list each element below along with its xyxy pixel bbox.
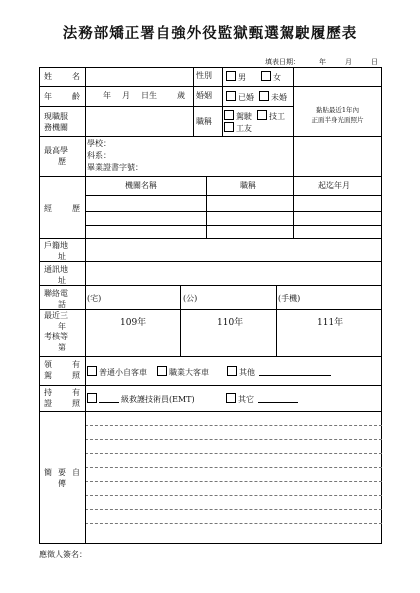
gender-male-checkbox[interactable]: 男: [226, 71, 246, 83]
education-label: 最高學 歷: [44, 146, 68, 166]
phone-label: 聯絡電 話: [44, 289, 68, 309]
license-other-checkbox[interactable]: 其他: [227, 366, 331, 378]
household-address-label: 戶籍地 址: [44, 241, 68, 261]
age-suffix: 歲: [177, 91, 185, 100]
current-job-field[interactable]: [86, 107, 192, 135]
unmarried-checkbox[interactable]: 未婚: [259, 91, 287, 103]
phone-home[interactable]: (宅): [87, 294, 102, 303]
gender-female-checkbox[interactable]: 女: [261, 71, 281, 83]
evaluation-label: 最近三 年 考核等 第: [44, 311, 68, 352]
edu-department: 科系：: [87, 151, 111, 160]
mailing-address-field[interactable]: [86, 262, 381, 284]
phone-office[interactable]: (公): [183, 294, 198, 303]
position-worker-checkbox[interactable]: 工友: [224, 122, 252, 134]
fill-date-month: 月: [345, 58, 352, 66]
gender-label: 性別: [196, 71, 212, 80]
exp-header-period: 起迄年月: [318, 181, 350, 190]
form-title: 法務部矯正署自強外役監獄甄選駕駛履歷表: [62, 25, 358, 42]
cert-other-checkbox[interactable]: 其它: [226, 393, 298, 405]
current-job-label: 現職服 務機關: [44, 112, 68, 132]
certificate-label: 持 有 證 照: [44, 388, 80, 408]
eval-year-111: 111年: [317, 318, 344, 328]
position-technician-checkbox[interactable]: 技工: [257, 110, 285, 122]
autobiography-label: 簡 要 自 傳: [44, 468, 80, 488]
exp-header-org: 機關名稱: [125, 181, 157, 190]
fill-date-day: 日: [371, 58, 378, 66]
birth-day: 日生: [141, 91, 157, 100]
age-label: 年 齡: [44, 92, 80, 101]
name-label: 姓 名: [44, 72, 80, 81]
marriage-label: 婚姻: [196, 91, 212, 100]
married-checkbox[interactable]: 已婚: [226, 91, 254, 103]
fill-date-label: 填表日期：: [265, 58, 300, 66]
name-field[interactable]: [86, 68, 192, 85]
birth-month: 月: [122, 91, 130, 100]
household-address-field[interactable]: [86, 239, 381, 260]
license-bus-checkbox[interactable]: 職業大客車: [157, 366, 209, 378]
edu-school: 學校：: [87, 139, 111, 148]
applicant-signature: 應徵人簽名：: [39, 550, 87, 559]
position-driver-checkbox[interactable]: 駕駛: [224, 110, 252, 122]
cert-emt-checkbox[interactable]: 級救護技術員(EMT): [87, 393, 195, 405]
phone-mobile[interactable]: (手機): [278, 294, 301, 303]
autobiography-field[interactable]: [86, 412, 381, 543]
experience-label: 經 歷: [44, 204, 80, 213]
license-label: 領 有 駕 照: [44, 360, 80, 380]
fill-date-year: 年: [319, 58, 326, 66]
photo-area: 黏貼最近1年內 正面半身光面照片: [311, 106, 364, 124]
eval-year-110: 110年: [217, 318, 244, 328]
eval-year-109: 109年: [120, 318, 147, 328]
license-small-car-checkbox[interactable]: 普通小自客車: [87, 366, 147, 378]
mailing-address-label: 通訊地 址: [44, 265, 68, 285]
birth-year: 年: [103, 91, 111, 100]
exp-header-title: 職稱: [240, 181, 256, 190]
edu-certificate-no: 畢業證書字號：: [87, 163, 143, 172]
position-label: 職稱: [196, 117, 212, 126]
